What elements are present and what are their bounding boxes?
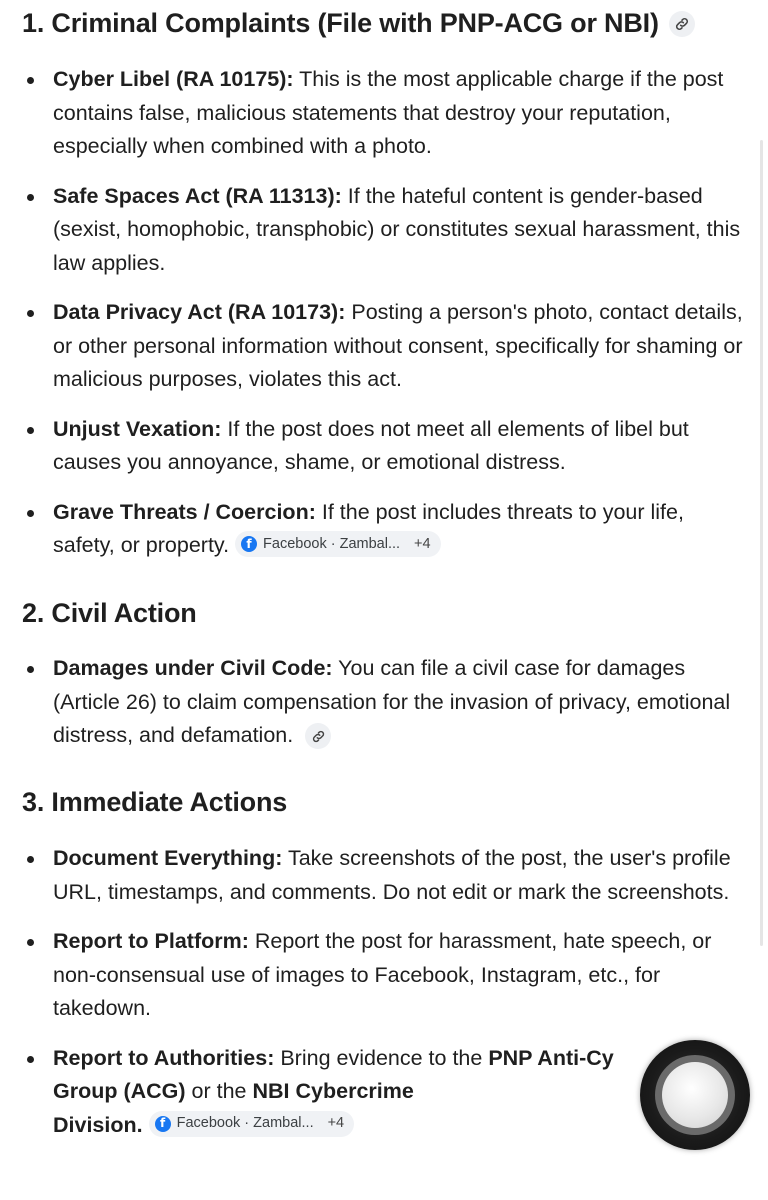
list-item: Report to Authorities: Bring evidence to the PNP Anti-Cy Group (ACG) or the NBI Cybercrime Division. f Facebook · Zambal... +4: [22, 1042, 693, 1143]
source-chip[interactable]: f Facebook · Zambal... +4: [235, 531, 441, 557]
list-item: Cyber Libel (RA 10175): This is the most applicable charge if the post contains false, malicious statements that destroy your reputation, especially when combined with a photo.: [22, 63, 747, 164]
scrollbar[interactable]: [760, 140, 763, 946]
list-item: Grave Threats / Coercion: If the post includes threats to your life, safety, or property. f Facebook · Zambal... +4: [22, 496, 747, 563]
link-icon[interactable]: [669, 11, 695, 37]
section-heading-criminal-complaints: 1. Criminal Complaints (File with PNP-ACG or NBI): [22, 8, 695, 39]
list-item: Document Everything: Take screenshots of the post, the user's profile URL, timestamps, and comments. Do not edit or mark the screenshots.: [22, 842, 747, 909]
list-item: Damages under Civil Code: You can file a civil case for damages (Article 26) to claim compensation for the invasion of privacy, emotional distress, and defamation.: [22, 652, 747, 753]
civil-action-list: [22, 652, 747, 753]
section-heading-civil-action: 2. Civil Action: [22, 598, 197, 628]
immediate-actions-list: [22, 842, 747, 1142]
section-heading-immediate-actions: 3. Immediate Actions: [22, 787, 288, 817]
list-item: Data Privacy Act (RA 10173): Posting a person's photo, contact details, or other personal information without consent, specifically for shaming or malicious purposes, violates this act.: [22, 296, 747, 397]
facebook-icon: f: [241, 536, 257, 552]
link-icon[interactable]: [305, 723, 331, 749]
list-item: Unjust Vexation: If the post does not meet all elements of libel but causes you annoyance, shame, or emotional distress.: [22, 413, 747, 480]
list-item: Report to Platform: Report the post for harassment, hate speech, or non-consensual use of images to Facebook, Instagram, etc., for takedown.: [22, 925, 747, 1026]
facebook-icon: f: [155, 1116, 171, 1132]
criminal-complaints-list: [22, 63, 747, 563]
list-item: Safe Spaces Act (RA 11313): If the hateful content is gender-based (sexist, homophobic, transphobic) or constitutes sexual harassment, this law applies.: [22, 180, 747, 281]
assistant-orb-button[interactable]: [640, 1040, 750, 1150]
source-chip[interactable]: f Facebook · Zambal... +4: [149, 1111, 355, 1137]
